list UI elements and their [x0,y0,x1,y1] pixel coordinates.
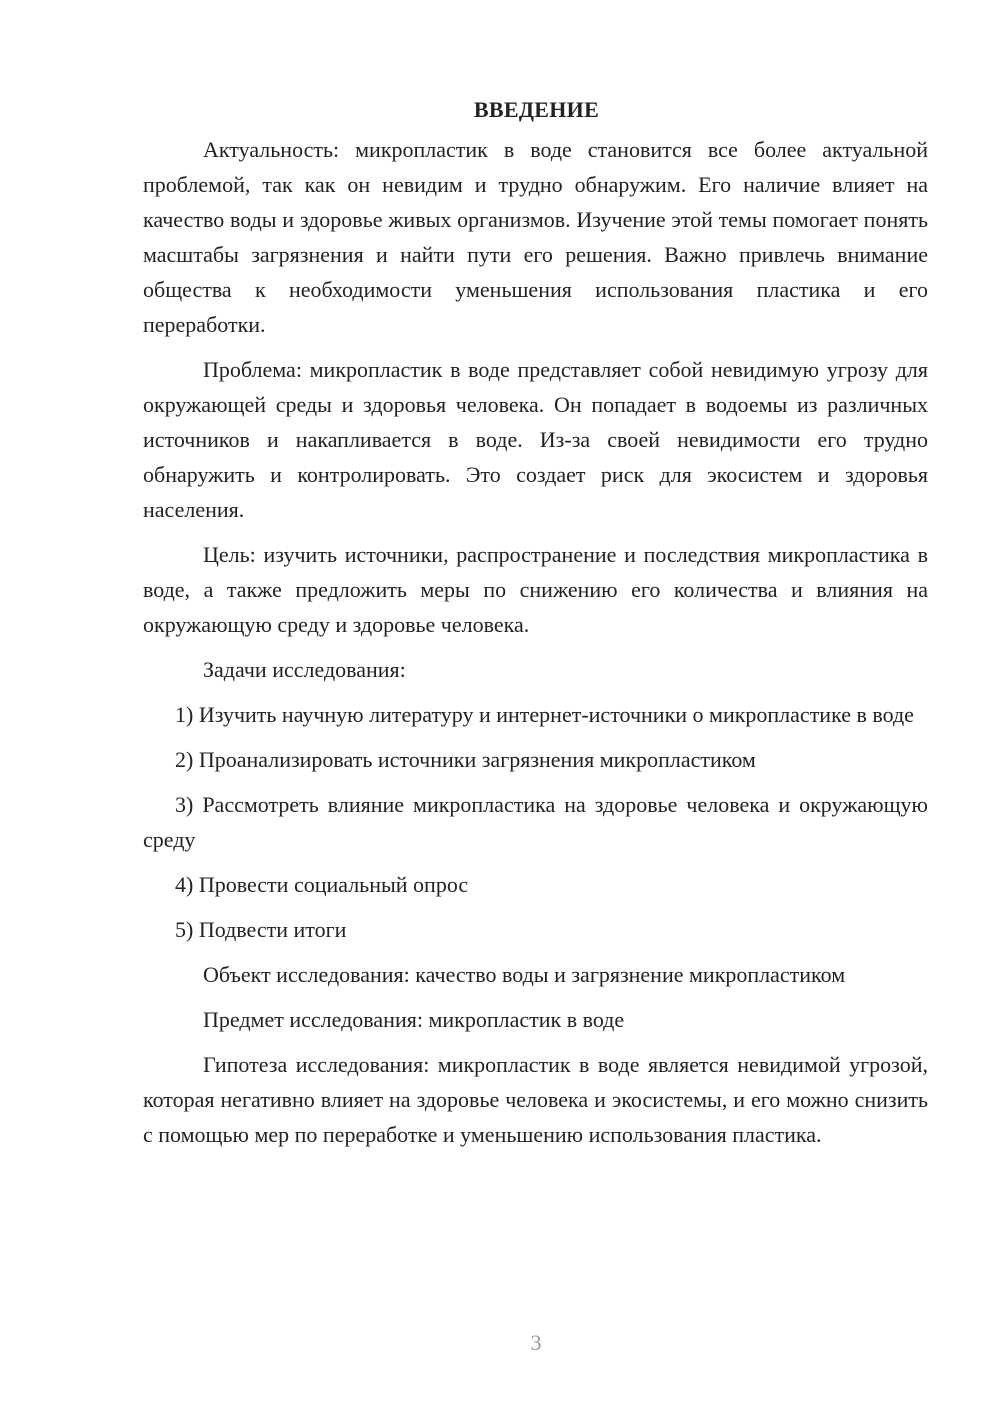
list-item: 1) Изучить научную литературу и интернет-источники о микропластике в воде [175,702,914,727]
list-item: 4) Провести социальный опрос [175,872,469,897]
page-title: ВВЕДЕНИЕ [473,97,600,122]
list-item: 5) Подвести итоги [175,917,347,942]
list-item: 3) Рассмотреть влияние микропластика на здоровье человека и окружающую среду [143,792,928,852]
subject-paragraph: Предмет исследования: микропластик в воде [203,1007,625,1032]
page-content [143,92,928,1152]
tasks-list [143,697,928,947]
problem-paragraph: Проблема: микропластик в воде представляет собой невидимую угрозу для окружающей среды и здоровья человека. Он попадает в водоемы из различных источников и накапливается в воде. Из-за своей невидимости его трудно обнаружить и контролировать. Это создает риск для экосистем и здоровья населения. [143,357,928,522]
list-item: 2) Проанализировать источники загрязнения микропластиком [175,747,756,772]
object-paragraph: Объект исследования: качество воды и загрязнение микропластиком [203,962,846,987]
tasks-heading: Задачи исследования: [203,657,406,682]
page-number: 3 [530,1330,542,1355]
relevance-paragraph: Актуальность: микропластик в воде становится все более актуальной проблемой, так как он невидим и трудно обнаружим. Его наличие влияет на качество воды и здоровье живых организмов. Изучение этой темы помогает понять масштабы загрязнения и найти пути его решения. Важно привлечь внимание общества к необходимости уменьшения использования пластика и его переработки. [143,137,928,337]
goal-paragraph: Цель: изучить источники, распространение и последствия микропластика в воде, а также предложить меры по снижению его количества и влияния на окружающую среду и здоровье человека. [143,542,928,637]
hypothesis-paragraph: Гипотеза исследования: микропластик в воде является невидимой угрозой, которая негативно влияет на здоровье человека и экосистемы, и его можно снизить с помощью мер по переработке и уменьшению использования пластика. [143,1052,928,1147]
